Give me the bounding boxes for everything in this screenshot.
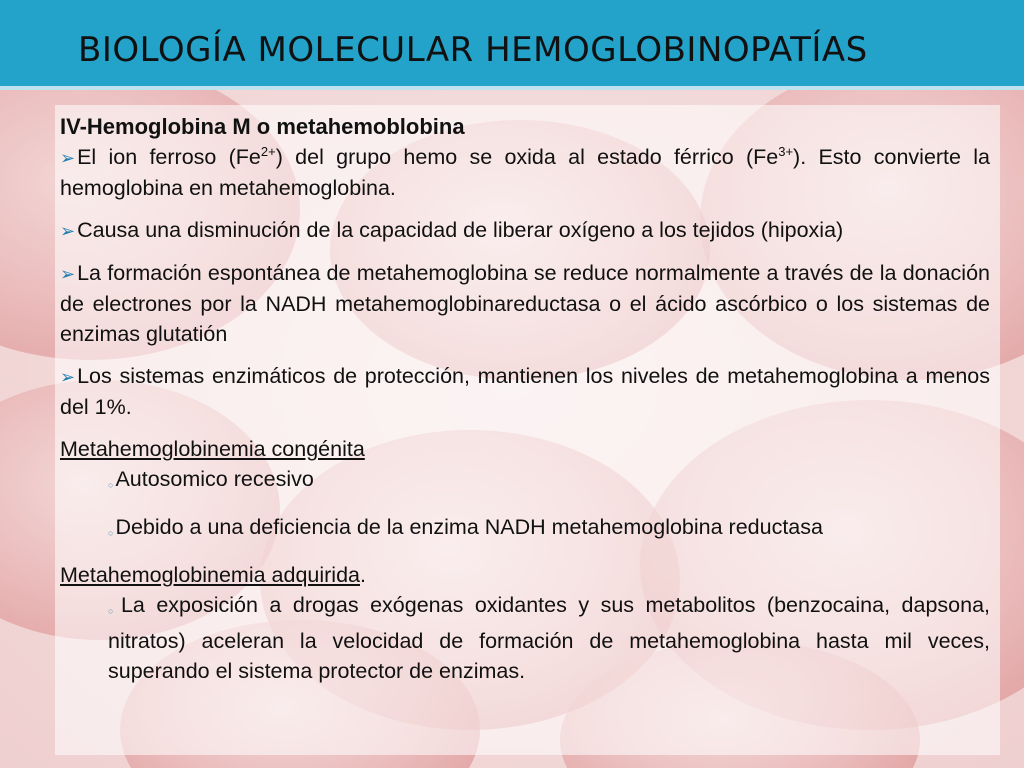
slide-title: BIOLOGÍA MOLECULAR HEMOGLOBINOPATÍAS xyxy=(78,30,868,70)
circle-bullet-icon: ○ xyxy=(108,480,114,490)
bullet-hypoxia: ➢Causa una disminución de la capacidad de liberar oxígeno a los tejidos (hipoxia) xyxy=(60,218,844,242)
title-bar xyxy=(0,0,1024,90)
congenital-item: ○Debido a una deficiencia de la enzima NADH metahemoglobina reductasa xyxy=(108,515,823,539)
circle-bullet-icon: ○ xyxy=(108,606,119,616)
circle-bullet-icon: ○ xyxy=(108,528,114,538)
arrow-bullet-icon: ➢ xyxy=(60,148,76,168)
bullet-protection-systems: ➢Los sistemas enzimáticos de protección, mantienen los niveles de metahemoglobina a menos del 1%. xyxy=(60,364,990,419)
arrow-bullet-icon: ➢ xyxy=(60,264,76,284)
congenital-label: Metahemoglobinemia congénita xyxy=(60,437,365,461)
arrow-bullet-icon: ➢ xyxy=(60,367,76,387)
bullet-spontaneous-formation: ➢La formación espontánea de metahemoglobina se reduce normalmente a través de la donación de electrones por la NADH metahemoglobinareductasa o el ácido ascórbico o los sistemas de enzimas glutatión xyxy=(60,261,990,346)
arrow-bullet-icon: ➢ xyxy=(60,221,76,241)
acquired-item: ○La exposición a drogas exógenas oxidantes y sus metabolitos (benzocaina, dapsona, nitratos) aceleran la velocidad de formación de metahemoglobina hasta mil veces, superando el sistema protector de enzimas. xyxy=(108,593,990,683)
congenital-item: ○Autosomico recesivo xyxy=(108,467,314,491)
section-heading: IV-Hemoglobina M o metahemoblobina xyxy=(60,114,465,139)
acquired-label: Metahemoglobinemia adquirida. xyxy=(60,563,366,587)
bullet-oxidation: ➢El ion ferroso $(Fe^{2+})$ del grupo hemo se oxida al estado férrico $(Fe^{3+})$. Esto convierte la hemoglobina en metahemoglobina. xyxy=(60,143,991,200)
slide-content xyxy=(60,112,990,686)
